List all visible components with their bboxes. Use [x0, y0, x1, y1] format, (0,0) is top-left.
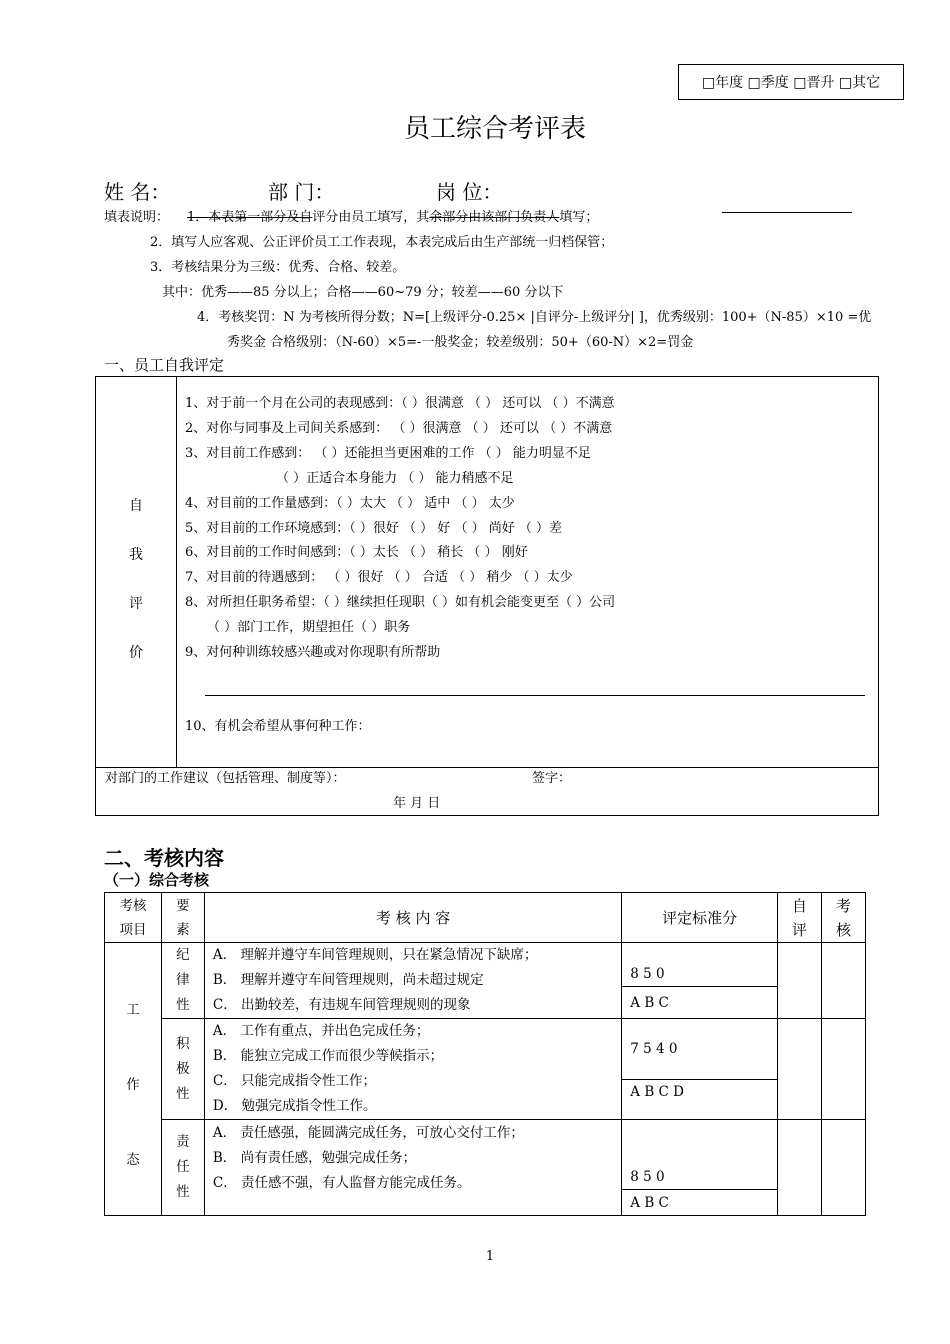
instruction-3: 3．考核结果分为三级：优秀、合格、较差。: [150, 260, 406, 275]
factor-discipline-2: 律: [176, 972, 190, 988]
header-item-line2: 项目: [119, 921, 147, 938]
responsibility-item-c: C． 责任感不强，有人监督方能完成任务。: [212, 1175, 471, 1191]
question-1[interactable]: 1、对于前一个月在公司的表现感到：（ ）很满意 （ ） 还可以 （ ）不满意: [185, 396, 615, 411]
header-review-line2: 核: [836, 920, 852, 939]
discipline-item-c: C． 出勤较差，有违规车间管理规则的现象: [212, 997, 471, 1013]
responsibility-item-a: A． 责任感强，能圆满完成任务，可放心交付工作；: [212, 1125, 524, 1141]
group-char-3: 态: [126, 1152, 140, 1168]
discipline-scores: 8 5 0: [622, 943, 778, 987]
discipline-review-score[interactable]: [822, 943, 866, 1019]
question-3[interactable]: 3、对目前工作感到： （ ）还能担当更困难的工作 （ ） 能力明显不足: [185, 445, 591, 461]
factor-responsibility: [161, 1120, 204, 1216]
group-char-2: 作: [126, 1077, 140, 1093]
responsibility-review-score[interactable]: [822, 1120, 866, 1216]
table-row: [105, 1019, 866, 1080]
header-item-line1: 考核: [119, 897, 147, 914]
section2-subheading: （一）综合考核: [104, 871, 210, 889]
header-standard: 评定标准分: [622, 893, 778, 943]
question-7[interactable]: 7、对目前的待遇感到： （ ）很好 （ ） 合适 （ ） 稍少 （ ）太少: [185, 570, 573, 586]
side-char-1: 自: [129, 498, 143, 514]
question-8[interactable]: 8、对所担任职务希望：（ ）继续担任现职（ ）如有机会能变更至（ ）公司: [185, 595, 616, 611]
side-char-3: 评: [129, 596, 143, 612]
question-10[interactable]: 10、有机会希望从事何种工作：: [185, 719, 371, 734]
initiative-review-score[interactable]: [822, 1019, 866, 1120]
instruction-1-normal-b: 填写；: [559, 210, 599, 225]
content-discipline: [204, 943, 621, 1019]
dept-suggestion[interactable]: 对部门的工作建议（包括管理、制度等）：: [105, 771, 346, 786]
initiative-scores: 7 5 4 0: [622, 1019, 778, 1080]
factor-responsibility-3: 性: [176, 1184, 190, 1200]
section2-heading: 二、考核内容: [104, 846, 224, 870]
self-evaluation-box: [95, 376, 879, 816]
header-factor-line1: 要: [176, 897, 190, 914]
instruction-1-strike-b: 余部分由该部门负责人: [429, 210, 560, 225]
factor-responsibility-1: 责: [176, 1134, 190, 1150]
initiative-self-score[interactable]: [778, 1019, 822, 1120]
assessment-type-box[interactable]: □年度 □季度 □晋升 □其它: [678, 64, 904, 100]
header-review-line1: 考: [836, 896, 852, 915]
date-label[interactable]: 年 月 日: [393, 796, 441, 811]
dept-field[interactable]: 部 门：: [268, 180, 335, 204]
initiative-item-d: D． 勉强完成指令性工作。: [212, 1098, 377, 1114]
page-number: 1: [485, 1249, 495, 1264]
content-responsibility: [204, 1120, 621, 1216]
question-8-cont[interactable]: （ ）部门工作，期望担任（ ）职务: [207, 620, 411, 636]
section1-heading: 一、员工自我评定: [104, 356, 225, 374]
signature-label[interactable]: 签字：: [532, 771, 572, 786]
discipline-item-b: B． 理解并遵守车间管理规则，尚未超过规定: [212, 972, 484, 988]
factor-discipline: [161, 943, 204, 1019]
question-6[interactable]: 6、对目前的工作时间感到：（ ）太长 （ ） 稍长 （ ） 刚好: [185, 545, 528, 561]
responsibility-item-b: B． 尚有责任感，勉强完成任务；: [212, 1150, 417, 1166]
responsibility-scores: 8 5 0: [622, 1120, 778, 1190]
factor-discipline-1: 纪: [176, 947, 190, 963]
factor-initiative-2: 极: [176, 1060, 190, 1077]
header-factor-line2: 素: [176, 921, 190, 938]
instruction-1-normal-a: 评分由员工填写，其: [312, 210, 430, 225]
table-header-row: [105, 893, 866, 943]
header-item: [105, 893, 162, 943]
discipline-self-score[interactable]: [778, 943, 822, 1019]
group-char-1: 工: [126, 1002, 140, 1018]
post-field[interactable]: 岗 位：: [436, 180, 503, 204]
question-list: [185, 392, 615, 666]
self-eval-divider: [176, 377, 177, 767]
question-2[interactable]: 2、对你与同事及上司间关系感到： （ ）很满意 （ ） 还可以 （ ）不满意: [185, 420, 613, 436]
header-self-line2: 评: [792, 920, 808, 939]
self-eval-side-label: [96, 482, 176, 678]
question-5[interactable]: 5、对目前的工作环境感到：（ ）很好 （ ） 好 （ ） 尚好 （ ）差: [185, 520, 562, 536]
instruction-3b: 其中：优秀——85 分以上；合格——60~79 分；较差——60 分以下: [162, 285, 564, 300]
group-label-work-attitude: [105, 943, 162, 1216]
page-title: 员工综合考评表: [403, 114, 586, 144]
question-9: 9、对何种训练较感兴趣或对你现职有所帮助: [185, 645, 441, 661]
side-char-4: 价: [129, 645, 143, 661]
instruction-1: [187, 206, 598, 225]
responsibility-self-score[interactable]: [778, 1120, 822, 1216]
discipline-item-a: A． 理解并遵守车间管理规则，只在紧急情况下缺席；: [212, 947, 538, 963]
header-self-line1: 自: [792, 896, 808, 915]
instruction-4a: 4．考核奖罚：N 为考核所得分数；N=[上级评分-0.25× |自评分-上级评分| ]，优秀级别：100+（N-85）×10 =优: [197, 310, 872, 325]
initiative-item-c: C． 只能完成指令性工作；: [212, 1073, 376, 1089]
question-4[interactable]: 4、对目前的工作量感到：（ ）太大 （ ） 适中 （ ） 太少: [185, 495, 515, 511]
discipline-grades: A B C: [622, 987, 778, 1019]
table-row: [105, 943, 866, 987]
name-field[interactable]: 姓 名：: [104, 180, 171, 204]
initiative-grades: A B C D: [622, 1079, 778, 1119]
instruction-underline: [722, 212, 852, 213]
factor-discipline-3: 性: [176, 997, 190, 1013]
table-row: [105, 1120, 866, 1190]
side-char-2: 我: [129, 547, 143, 563]
content-initiative: [204, 1019, 621, 1120]
initiative-item-b: B． 能独立完成工作而很少等候指示；: [212, 1048, 444, 1064]
instruction-2: 2．填写人应客观、公正评价员工工作表现，本表完成后由生产部统一归档保管；: [150, 235, 614, 250]
instructions-label: 填表说明：: [104, 210, 170, 225]
q9-answer-line[interactable]: [205, 695, 865, 696]
factor-initiative-3: 性: [176, 1085, 190, 1102]
assessment-table: [104, 892, 866, 1216]
header-factor: [161, 893, 204, 943]
header-self: [778, 893, 822, 943]
initiative-item-a: A． 工作有重点，并出色完成任务；: [212, 1023, 430, 1039]
factor-responsibility-2: 任: [176, 1159, 190, 1175]
factor-initiative-1: 积: [176, 1035, 190, 1052]
header-content: 考 核 内 容: [204, 893, 621, 943]
factor-initiative: [161, 1019, 204, 1120]
instruction-1-strike-a: 1．本表第一部分及自: [187, 210, 313, 225]
instruction-4b: 秀奖金 合格级别：（N-60）×5=-一般奖金；较差级别：50+（60-N）×2=罚金: [227, 335, 694, 350]
question-3-cont[interactable]: （ ）正适合本身能力 （ ） 能力稍感不足: [276, 470, 514, 486]
header-review: [822, 893, 866, 943]
responsibility-grades: A B C: [622, 1190, 778, 1216]
